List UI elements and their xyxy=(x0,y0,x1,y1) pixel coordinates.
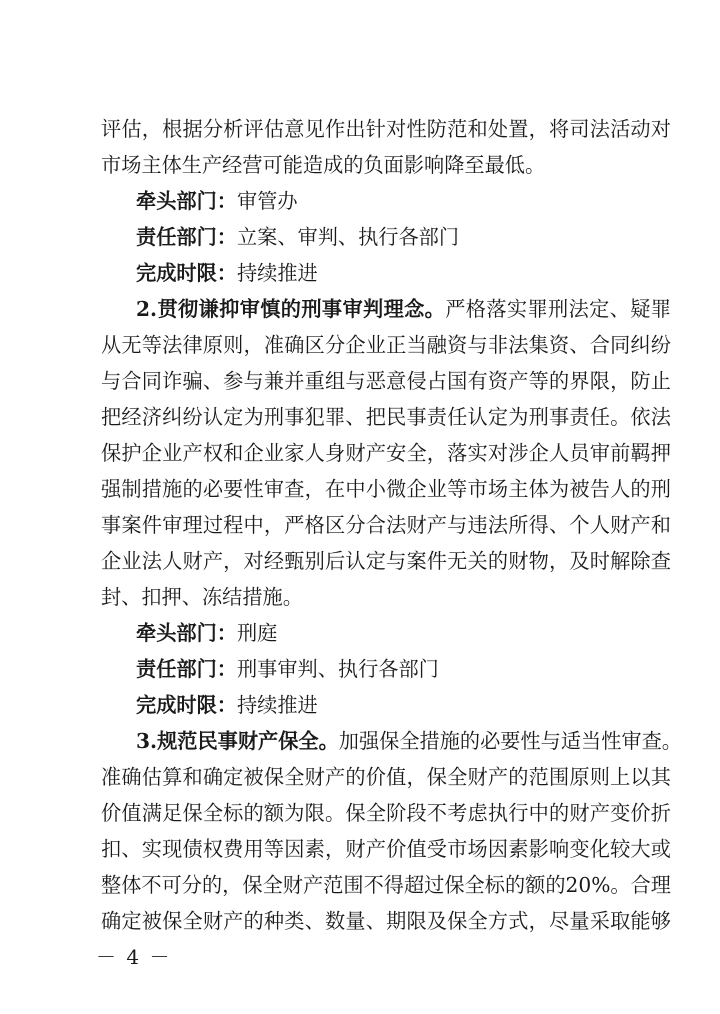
completion-deadline xyxy=(136,260,616,286)
completion-deadline xyxy=(136,692,616,718)
paragraph-line: 封、扣押、冻结措施。 xyxy=(101,585,303,609)
paragraph-line: 评估，根据分析评估意见作出针对性防范和处置，将司法活动对 xyxy=(101,117,671,141)
section-3-first-line xyxy=(136,728,682,754)
paragraph-line: 把经济纠纷认定为刑事犯罪、把民事责任认定为刑事责任。依法 xyxy=(101,405,671,429)
page-number: － 4 － xyxy=(96,945,172,969)
responsible-department-value: 立案、审判、执行各部门 xyxy=(236,225,460,249)
lead-department xyxy=(136,188,616,214)
paragraph-line: 与合同诈骗、参与兼并重组与恶意侵占国有资产等的界限，防止 xyxy=(101,369,671,393)
completion-deadline-label: 完成时限： xyxy=(136,693,237,717)
paragraph-line: 保护企业产权和企业家人身财产安全，落实对涉企人员审前羁押 xyxy=(101,441,671,465)
lead-department-value: 审管办 xyxy=(236,189,298,213)
section-3-heading: 3.规范民事财产保全。 xyxy=(136,729,339,753)
responsible-department-label: 责任部门： xyxy=(136,225,237,249)
paragraph-line: 事案件审理过程中，严格区分合法财产与违法所得、个人财产和 xyxy=(101,513,671,537)
paragraph-line: 从无等法律原则，准确区分企业正当融资与非法集资、合同纠纷 xyxy=(101,333,671,357)
paragraph-line: 市场主体生产经营可能造成的负面影响降至最低。 xyxy=(101,153,546,177)
paragraph-line: 企业法人财产，对经甄别后认定与案件无关的财物，及时解除查 xyxy=(101,549,671,573)
completion-deadline-value: 持续推进 xyxy=(236,693,318,717)
paragraph-line: 整体不可分的，保全财产范围不得超过保全标的额的20%。合理 xyxy=(101,873,671,897)
completion-deadline-label: 完成时限： xyxy=(136,261,237,285)
section-3-lead-text: 加强保全措施的必要性与适当性审查。 xyxy=(338,729,682,753)
lead-department-label: 牵头部门： xyxy=(136,621,237,645)
responsible-department-value: 刑事审判、执行各部门 xyxy=(236,657,439,681)
paragraph-line: 扣、实现债权费用等因素，财产价值受市场因素影响变化较大或 xyxy=(101,837,671,861)
paragraph-line: 价值满足保全标的额为限。保全阶段不考虑执行中的财产变价折 xyxy=(101,801,671,825)
paragraph-line: 强制措施的必要性审查，在中小微企业等市场主体为被告人的刑 xyxy=(101,477,671,501)
paragraph-line: 确定被保全财产的种类、数量、期限及保全方式，尽量采取能够 xyxy=(101,909,671,933)
responsible-department xyxy=(136,224,616,250)
lead-department xyxy=(136,620,616,646)
paragraph-line: 准确估算和确定被保全财产的价值，保全财产的范围原则上以其 xyxy=(101,765,671,789)
responsible-department-label: 责任部门： xyxy=(136,657,237,681)
section-2-heading: 2.贯彻谦抑审慎的刑事审判理念。 xyxy=(136,297,446,321)
section-2-lead-text: 严格落实罪刑法定、疑罪 xyxy=(445,297,671,321)
responsible-department xyxy=(136,656,616,682)
completion-deadline-value: 持续推进 xyxy=(236,261,318,285)
lead-department-value: 刑庭 xyxy=(236,621,278,645)
section-2-first-line xyxy=(136,296,671,322)
lead-department-label: 牵头部门： xyxy=(136,189,237,213)
